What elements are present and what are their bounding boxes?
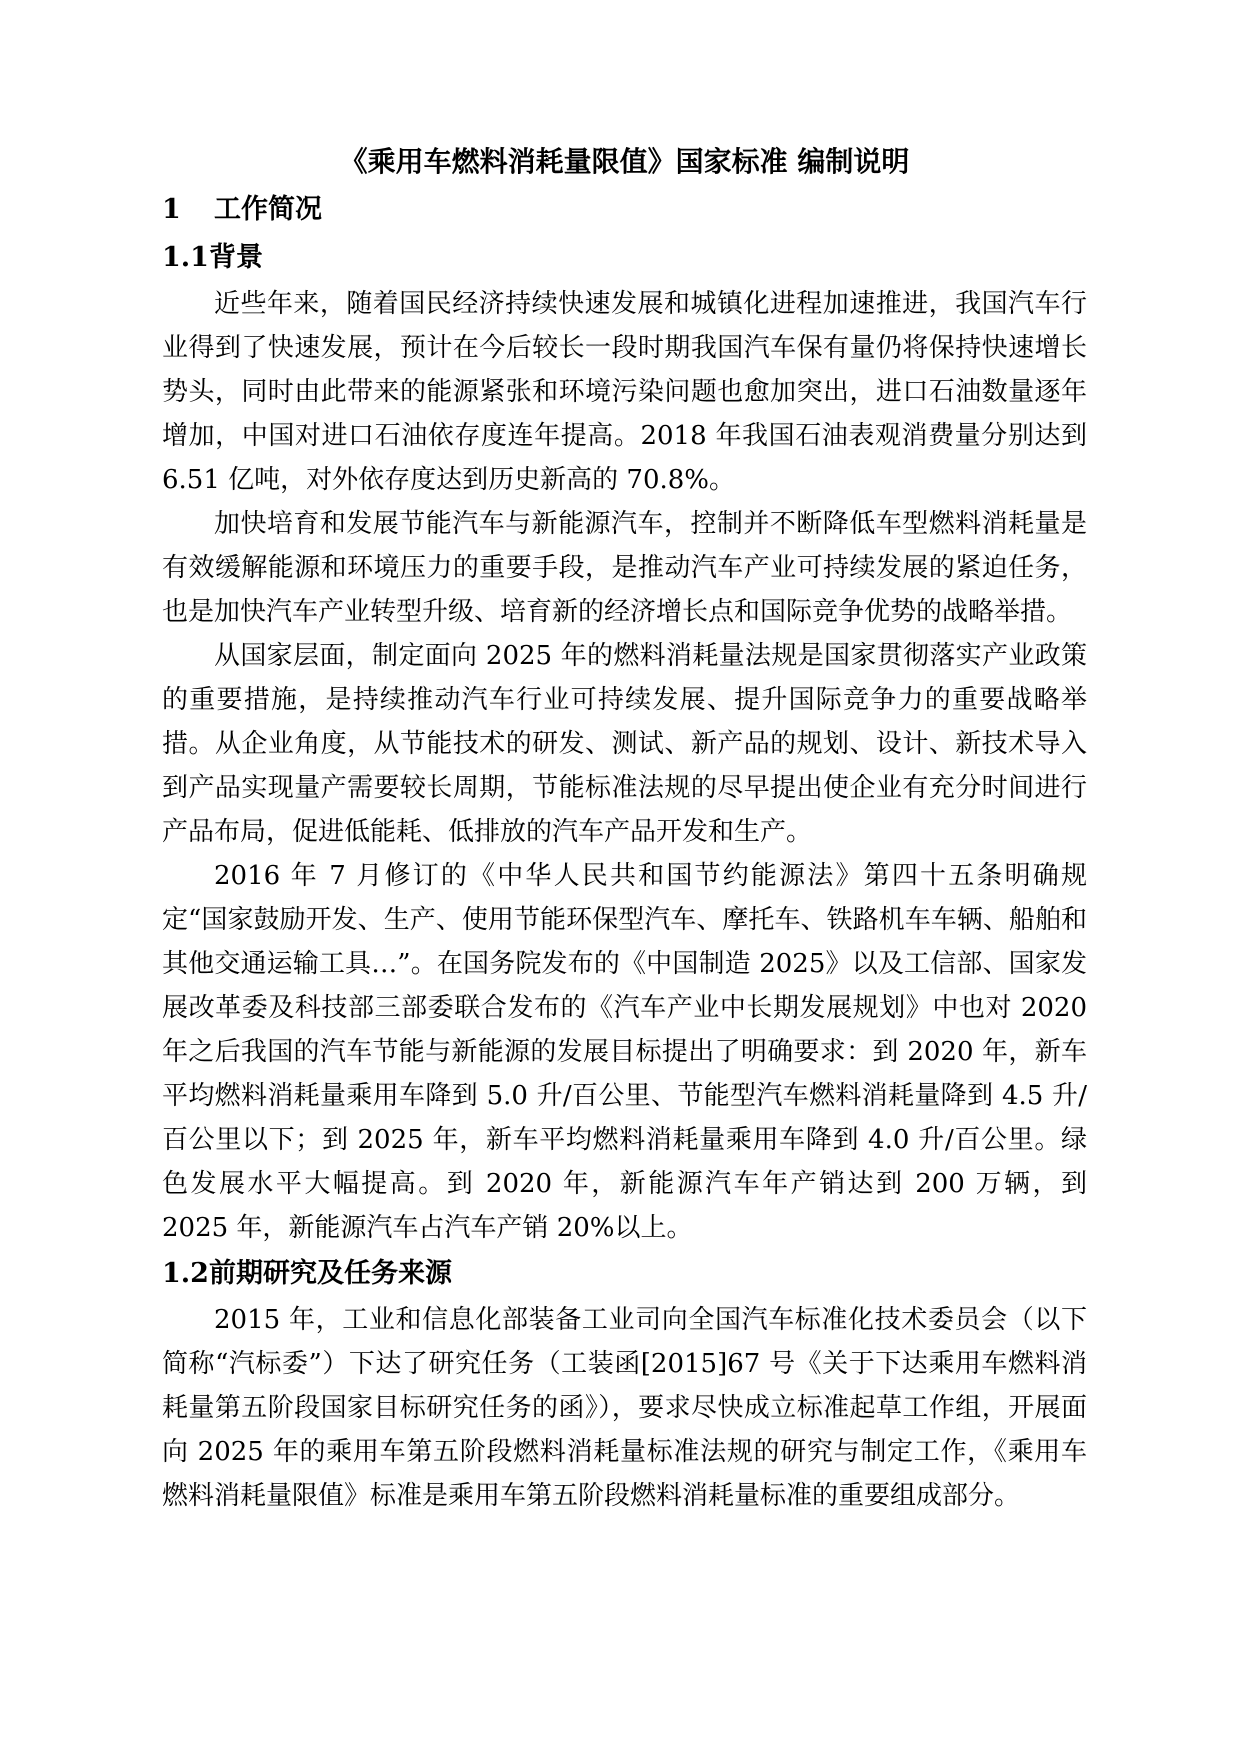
paragraph: 近些年来，随着国民经济持续快速发展和城镇化进程加速推进，我国汽车行业得到了快速发展，预计在今后较长一段时期我国汽车保有量仍将保持快速增长势头，同时由此带来的能源紧张和环境污染问题也愈加突出，进口石油数量逐年增加，中国对进口石油依存度连年提高。2018 年我国石油表观消费量分别达到 6.51 亿吨，对外依存度达到历史新高的 70.8%。 bbox=[162, 289, 1087, 495]
section-1-number: 1 bbox=[162, 194, 181, 225]
paragraph: 2016 年 7 月修订的《中华人民共和国节约能源法》第四十五条明确规定“国家鼓励开发、生产、使用节能环保型汽车、摩托车、铁路机车车辆、船舶和其他交通运输工具…”。在国务院发布的《中国制造 2025》以及工信部、国家发展改革委及科技部三部委联合发布的《汽车产业中长期发展规划》中也对 2020 年之后我国的汽车节能与新能源的发展目标提出了明确要求：到 2020 年，新车平均燃料消耗量乘用车降到 5.0 升/百公里、节能型汽车燃料消耗量降到 4.5 升/百公里以下；到 2025 年，新车平均燃料消耗量乘用车降到 4.0 升/百公里。绿色发展水平大幅提高。到 2020 年，新能源汽车年产销达到 200 万辆，到 2025 年，新能源汽车占汽车产销 20%以上。 bbox=[162, 861, 1087, 1243]
section-1-heading bbox=[162, 186, 1087, 234]
section-1-1-heading: 1.1背景 bbox=[162, 242, 263, 273]
paragraph: 2015 年，工业和信息化部装备工业司向全国汽车标准化技术委员会（以下简称“汽标委”）下达了研究任务（工装函[2015]67 号《关于下达乘用车燃料消耗量第五阶段国家目标研究任务的函》），要求尽快成立标准起草工作组，开展面向 2025 年的乘用车第五阶段燃料消耗量标准法规的研究与制定工作，《乘用车燃料消耗量限值》标准是乘用车第五阶段燃料消耗量标准的重要组成部分。 bbox=[162, 1305, 1087, 1511]
paragraph: 加快培育和发展节能汽车与新能源汽车，控制并不断降低车型燃料消耗量是有效缓解能源和环境压力的重要手段，是推动汽车产业可持续发展的紧迫任务，也是加快汽车产业转型升级、培育新的经济增长点和国际竞争优势的战略举措。 bbox=[162, 509, 1087, 627]
section-1-title: 工作简况 bbox=[214, 194, 322, 225]
paragraph: 从国家层面，制定面向 2025 年的燃料消耗量法规是国家贯彻落实产业政策的重要措施，是持续推动汽车行业可持续发展、提升国际竞争力的重要战略举措。从企业角度，从节能技术的研发、测试、新产品的规划、设计、新技术导入到产品实现量产需要较长周期，节能标准法规的尽早提出使企业有充分时间进行产品布局，促进低能耗、低排放的汽车产品开发和生产。 bbox=[162, 641, 1087, 847]
document-body bbox=[162, 138, 1087, 1518]
document-title: 《乘用车燃料消耗量限值》国家标准 编制说明 bbox=[339, 145, 910, 178]
section-1-2-heading: 1.2前期研究及任务来源 bbox=[162, 1258, 452, 1289]
